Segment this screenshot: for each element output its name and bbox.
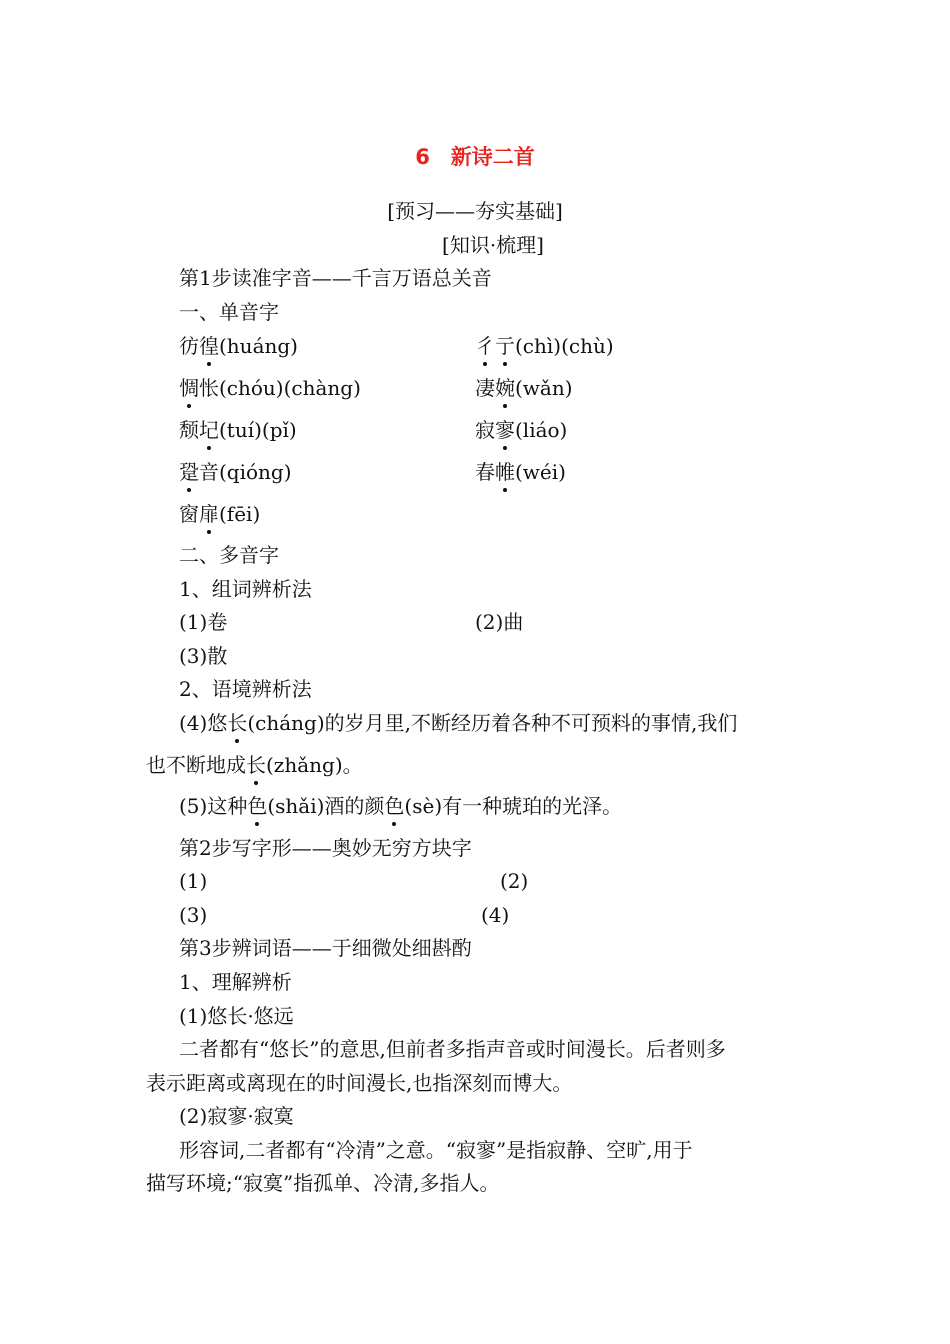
step2-heading: 第2步写字形——奥妙无穷方块字 [179, 836, 472, 860]
word-item: 惆怅(chóu)(chàng) [179, 376, 361, 400]
dotted-char: 色 [247, 794, 268, 818]
sentence-4-line1: (4)悠长(cháng)的岁月里,不断经历着各种不可预料的事情,我们 [179, 711, 738, 735]
step2-item: (3) [179, 903, 208, 927]
word-item: 凄婉(wǎn) [475, 376, 573, 400]
dotted-char: 扉 [199, 502, 219, 526]
section-header: [预习——夯实基础] [387, 199, 563, 223]
method1-item: (3)散 [179, 644, 228, 668]
dotted-char: 彳 [475, 334, 495, 358]
dotted-char: 圮 [199, 418, 219, 442]
word-item: 跫音(qióng) [179, 460, 292, 484]
pair2-text-line1: 形容词,二者都有“冷清”之意。“寂寥”是指寂静、空旷,用于 [179, 1138, 693, 1162]
dotted-char: 跫 [179, 460, 199, 484]
dotted-char: 长 [227, 711, 248, 735]
method1-item: (1)卷 [179, 610, 228, 634]
dotted-char: 寥 [495, 418, 515, 442]
lesson-title: 6 新诗二首 [415, 145, 535, 169]
single-sound-heading: 一、单音字 [179, 300, 279, 324]
multi-sound-heading: 二、多音字 [179, 543, 279, 567]
pair1-text-line2: 表示距离或离现在的时间漫长,也指深刻而博大。 [146, 1071, 573, 1095]
word-item: 彷徨(huáng) [179, 334, 298, 358]
pair1-title: (1)悠长·悠远 [179, 1004, 294, 1028]
step3-heading: 第3步辨词语——于细微处细斟酌 [179, 936, 472, 960]
pair2-text-line2: 描写环境;“寂寞”指孤单、冷清,多指人。 [146, 1171, 500, 1195]
step3-sub-heading: 1、理解辨析 [179, 970, 292, 994]
word-item: 颓圮(tuí)(pǐ) [179, 418, 297, 442]
step2-item: (2) [500, 869, 529, 893]
word-item: 彳亍(chì)(chù) [475, 334, 614, 358]
dotted-char: 徨 [199, 334, 219, 358]
dotted-char: 婉 [495, 376, 515, 400]
dotted-char: 亍 [495, 334, 515, 358]
subsection-header: [知识·梳理] [442, 233, 544, 257]
method1-item: (2)曲 [475, 610, 524, 634]
method1-heading: 1、组词辨析法 [179, 577, 312, 601]
sentence-4-line2: 也不断地成长(zhǎng)。 [146, 753, 363, 777]
word-item: 春帷(wéi) [475, 460, 566, 484]
pair2-title: (2)寂寥·寂寞 [179, 1104, 294, 1128]
sentence-5: (5)这种色(shǎi)酒的颜色(sè)有一种琥珀的光泽。 [179, 794, 623, 818]
word-item: 寂寥(liáo) [475, 418, 568, 442]
step1-heading: 第1步读准字音——千言万语总关音 [179, 266, 492, 290]
dotted-char: 惆 [179, 376, 199, 400]
dotted-char: 帷 [495, 460, 515, 484]
step2-item: (4) [481, 903, 510, 927]
dotted-char: 色 [384, 794, 405, 818]
method2-heading: 2、语境辨析法 [179, 677, 312, 701]
dotted-char: 长 [246, 753, 266, 777]
word-item: 窗扉(fēi) [179, 502, 261, 526]
step2-item: (1) [179, 869, 208, 893]
pair1-text-line1: 二者都有“悠长”的意思,但前者多指声音或时间漫长。后者则多 [179, 1037, 726, 1061]
